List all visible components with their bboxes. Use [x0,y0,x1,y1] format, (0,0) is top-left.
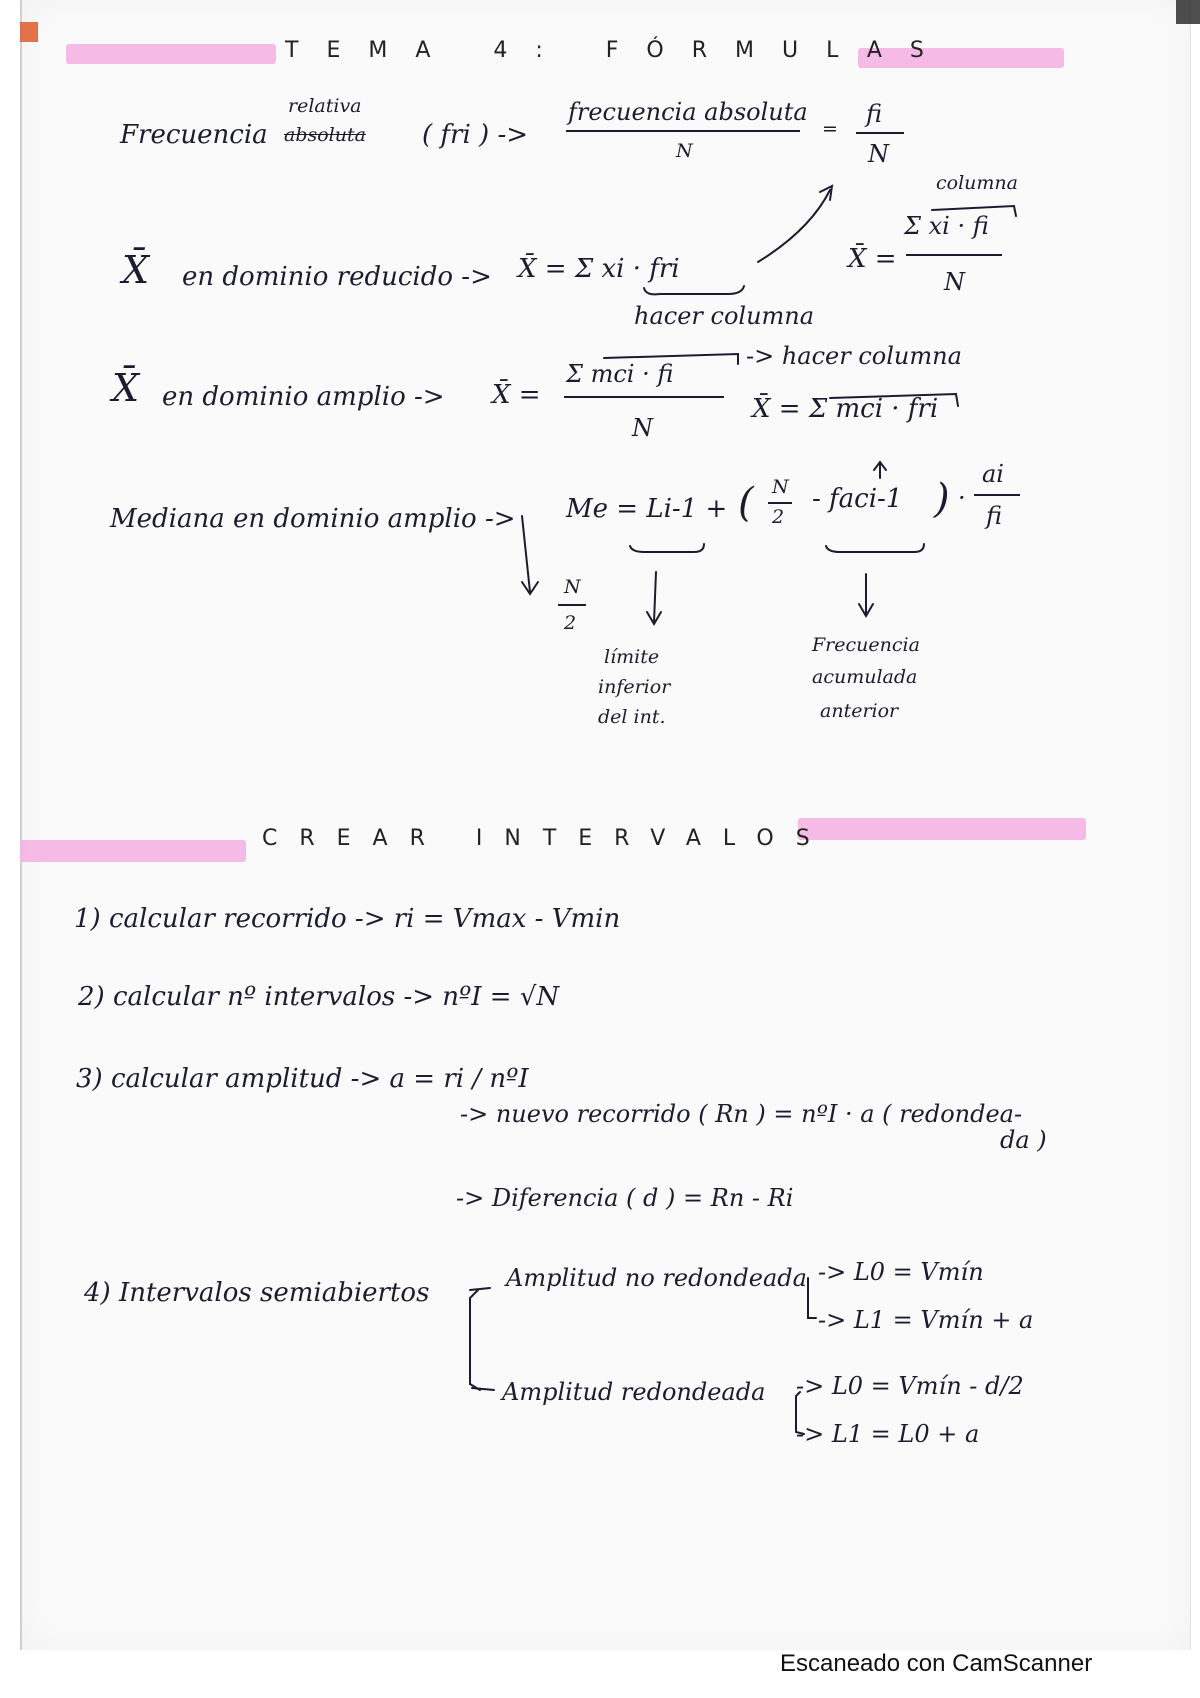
section2-title: CREAR INTERVALOS [262,826,832,851]
xbar-reducido-alt-lhs: X̄ = [848,244,897,274]
xbar-reducido-formula: X̄ = Σ xi · fri [518,254,680,284]
section1-title: TEMA 4: FÓRMULAS [285,38,952,63]
mediana-n-num: N [772,476,789,498]
red-bracket [796,1392,804,1434]
freq-num2: fi [866,100,883,128]
xbar-reducido-label: en dominio reducido -> [182,262,492,292]
step-4-no-red-l0: -> L0 = Vmín [818,1258,984,1286]
mediana-limite-1: límite [604,646,660,668]
step-3b: -> Diferencia ( d ) = Rn - Ri [456,1184,794,1212]
mediana-ai: ai [982,460,1004,488]
step4-bracket-arrow-bottom [472,1388,494,1390]
mediana-limite-2: inferior [598,676,671,698]
freq-denominator: N [676,140,693,162]
freq-absoluta-struck: absoluta [284,124,366,146]
step-4-no-red: Amplitud no redondeada [506,1264,807,1292]
mediana-frecuencia-3: anterior [820,700,899,722]
brace-faci [826,544,924,552]
mediana-frecuencia-2: acumulada [812,666,918,688]
xbar-reducido-alt-den: N [944,268,965,296]
freq-equals: = [822,118,838,140]
mediana-lhs: Me = Li-1 + [566,494,728,524]
xbar-reducido-symbol: X̄ [122,248,150,292]
xbar-amplio-label: en dominio amplio -> [162,382,445,412]
step-3a: -> nuevo recorrido ( Rn ) = nºI · a ( redondea- [460,1100,1023,1128]
mediana-paren-open: ( [738,480,754,526]
brace-xi-fri [644,286,744,294]
overline-mci-fri [830,394,958,406]
xbar-amplio-num: Σ mci · fi [566,360,674,388]
xbar-reducido-alt-label: columna [936,172,1018,194]
freq-relativa: relativa [288,95,362,117]
no-red-bracket [808,1278,816,1318]
mediana-paren-close: ) [934,476,950,522]
mediana-dot: · [958,484,966,512]
freq-symbol: ( fri ) -> [422,120,529,150]
mediana-label: Mediana en dominio amplio -> [110,504,516,534]
overline-xi-fi [932,206,1016,216]
step-4-red: Amplitud redondeada [502,1378,766,1406]
freq-numerator: frecuencia absoluta [568,98,808,126]
xbar-amplio-lhs: X̄ = [492,380,541,410]
xbar-reducido-alt-num: Σ xi · fi [904,212,989,240]
overline-mci-fi [604,354,738,364]
mediana-arrow-n-den: 2 [564,612,577,634]
step-3: 3) calcular amplitud -> a = ri / nºI [76,1064,529,1094]
freq-label: Frecuencia [120,120,268,150]
step-4-red-l0: -> L0 = Vmín - d/2 [796,1372,1024,1400]
step-1: 1) calcular recorrido -> ri = Vmax - Vmin [74,904,621,934]
mediana-limite-3: del int. [598,706,666,728]
mediana-frecuencia-1: Frecuencia [812,634,920,656]
step4-bracket [470,1290,480,1390]
mediana-down-arrow [522,516,530,592]
arrow-to-columna [758,190,830,262]
mediana-fi: fi [986,502,1003,530]
step-4-no-red-l1: -> L1 = Vmín + a [818,1306,1034,1334]
brace-li [630,544,704,552]
step-3a-tail: da ) [1000,1126,1047,1154]
step-2: 2) calcular nº intervalos -> nºI = √N [78,982,560,1012]
xbar-amplio-symbol: X̄ [112,366,140,410]
step-4-red-l1: -> L1 = L0 + a [796,1420,980,1448]
mediana-n-den: 2 [772,506,785,528]
step4-bracket-arrow-top [470,1288,490,1290]
scanner-watermark: Escaneado con CamScanner [780,1650,1093,1677]
step-4: 4) Intervalos semiabiertos [84,1278,430,1308]
arrow-li-down [654,572,656,622]
mediana-minus-term: - faci-1 [812,484,903,514]
freq-den2: N [868,140,889,168]
xbar-amplio-alt: X̄ = Σ mci · fri [752,394,939,424]
xbar-amplio-note: -> hacer columna [746,342,962,370]
xbar-reducido-note: hacer columna [634,302,815,330]
xbar-amplio-den: N [632,414,653,442]
mediana-arrow-n-num: N [564,576,581,598]
